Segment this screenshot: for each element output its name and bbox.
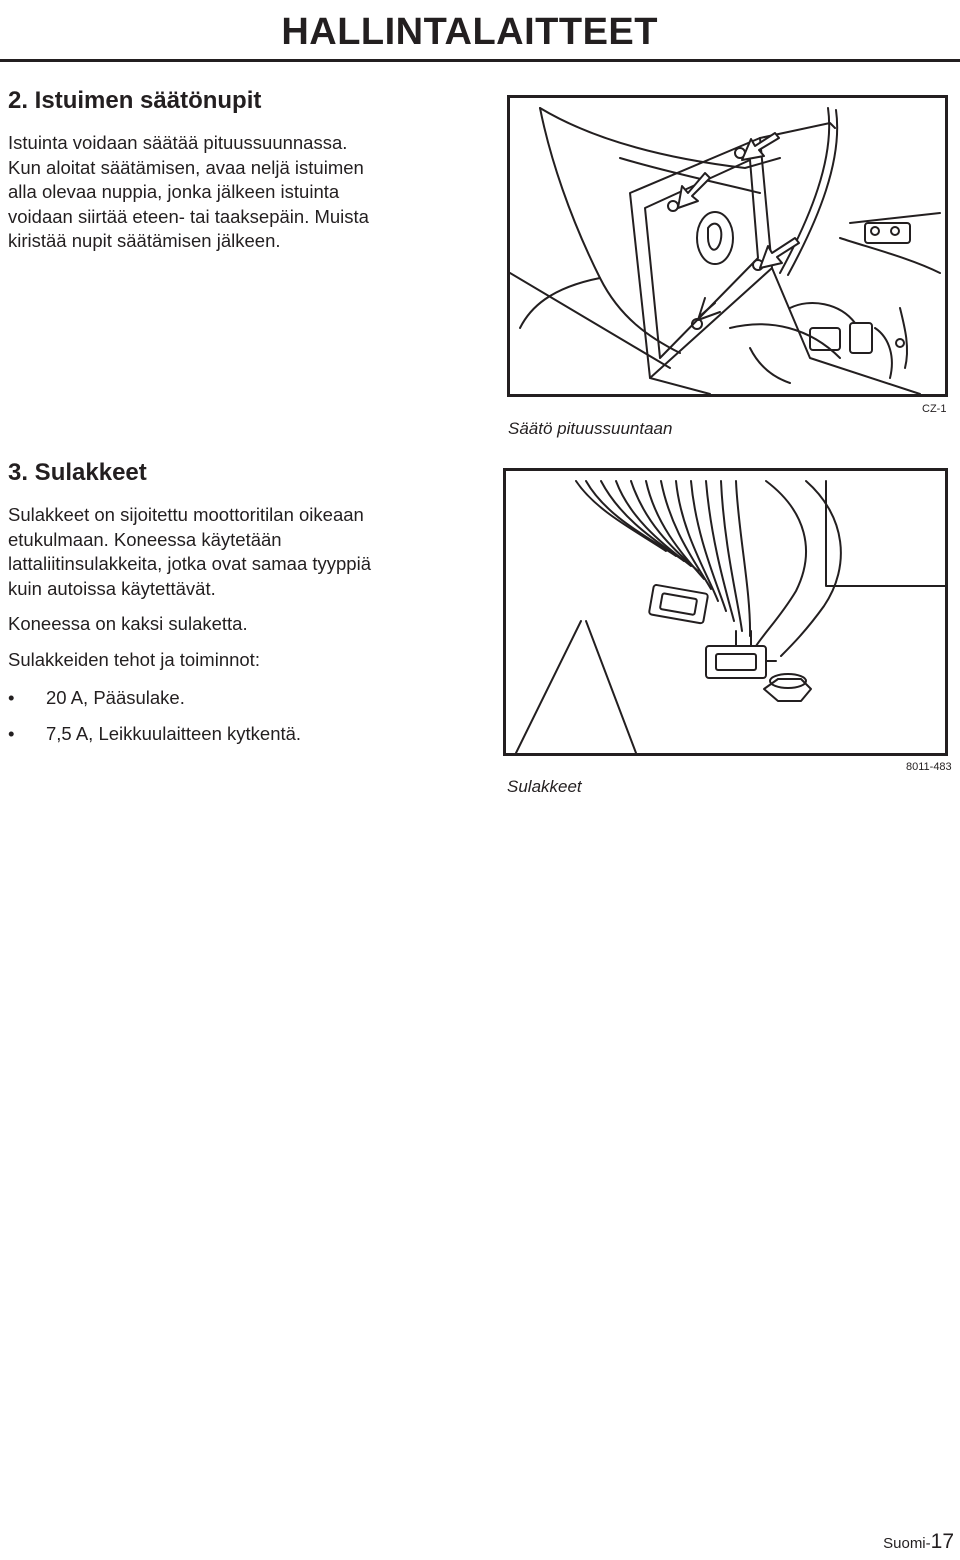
fuses-location-paragraph: Sulakkeet on sijoitettu moottoritilan oikeaan etukulmaan. Koneessa käytetään lattaliitinsulakkeita, jotka ovat samaa tyyppiä kuin autoissa käytettävät.	[8, 504, 371, 599]
page-number: 17	[930, 1530, 954, 1553]
seat-adjustment-paragraph: Istuinta voidaan säätää pituussuunnassa. Kun aloitat säätämisen, avaa neljä istuimen alla olevaa nuppia, jonka jälkeen istuinta voidaan siirtää eteen- tai taaksepäin. Muista kiristää nupit säätämisen jälkeen.	[8, 132, 369, 251]
fuses-illustration	[503, 468, 948, 756]
seat-figure-caption: Säätö pituussuuntaan	[508, 419, 673, 438]
list-item	[8, 722, 301, 758]
bullet-marker: •	[8, 723, 15, 744]
seat-figure-code: CZ-1	[922, 403, 947, 415]
page-footer	[883, 1532, 954, 1554]
fuse-list	[8, 686, 301, 758]
fuse-count-paragraph: Koneessa on kaksi sulaketta.	[8, 613, 248, 634]
fuse-ratings-intro: Sulakkeiden tehot ja toiminnot:	[8, 649, 260, 670]
fuse-cutting-text: 7,5 A, Leikkuulaitteen kytkentä.	[46, 723, 302, 744]
bullet-marker: •	[8, 687, 15, 708]
list-item	[8, 686, 301, 722]
fuses-figure-code: 8011-483	[906, 761, 952, 773]
seat-knobs-illustration	[507, 95, 948, 397]
section-title-fuses: 3. Sulakkeet	[8, 459, 147, 486]
fuses-figure-caption: Sulakkeet	[507, 777, 582, 796]
fuse-main-text: 20 A, Pääsulake.	[46, 687, 185, 708]
footer-language-label: Suomi-	[883, 1535, 931, 1552]
header-rule	[0, 59, 960, 62]
page-header-title: HALLINTALAITTEET	[281, 11, 658, 53]
section-title-seat-knobs: 2. Istuimen säätönupit	[8, 87, 262, 114]
